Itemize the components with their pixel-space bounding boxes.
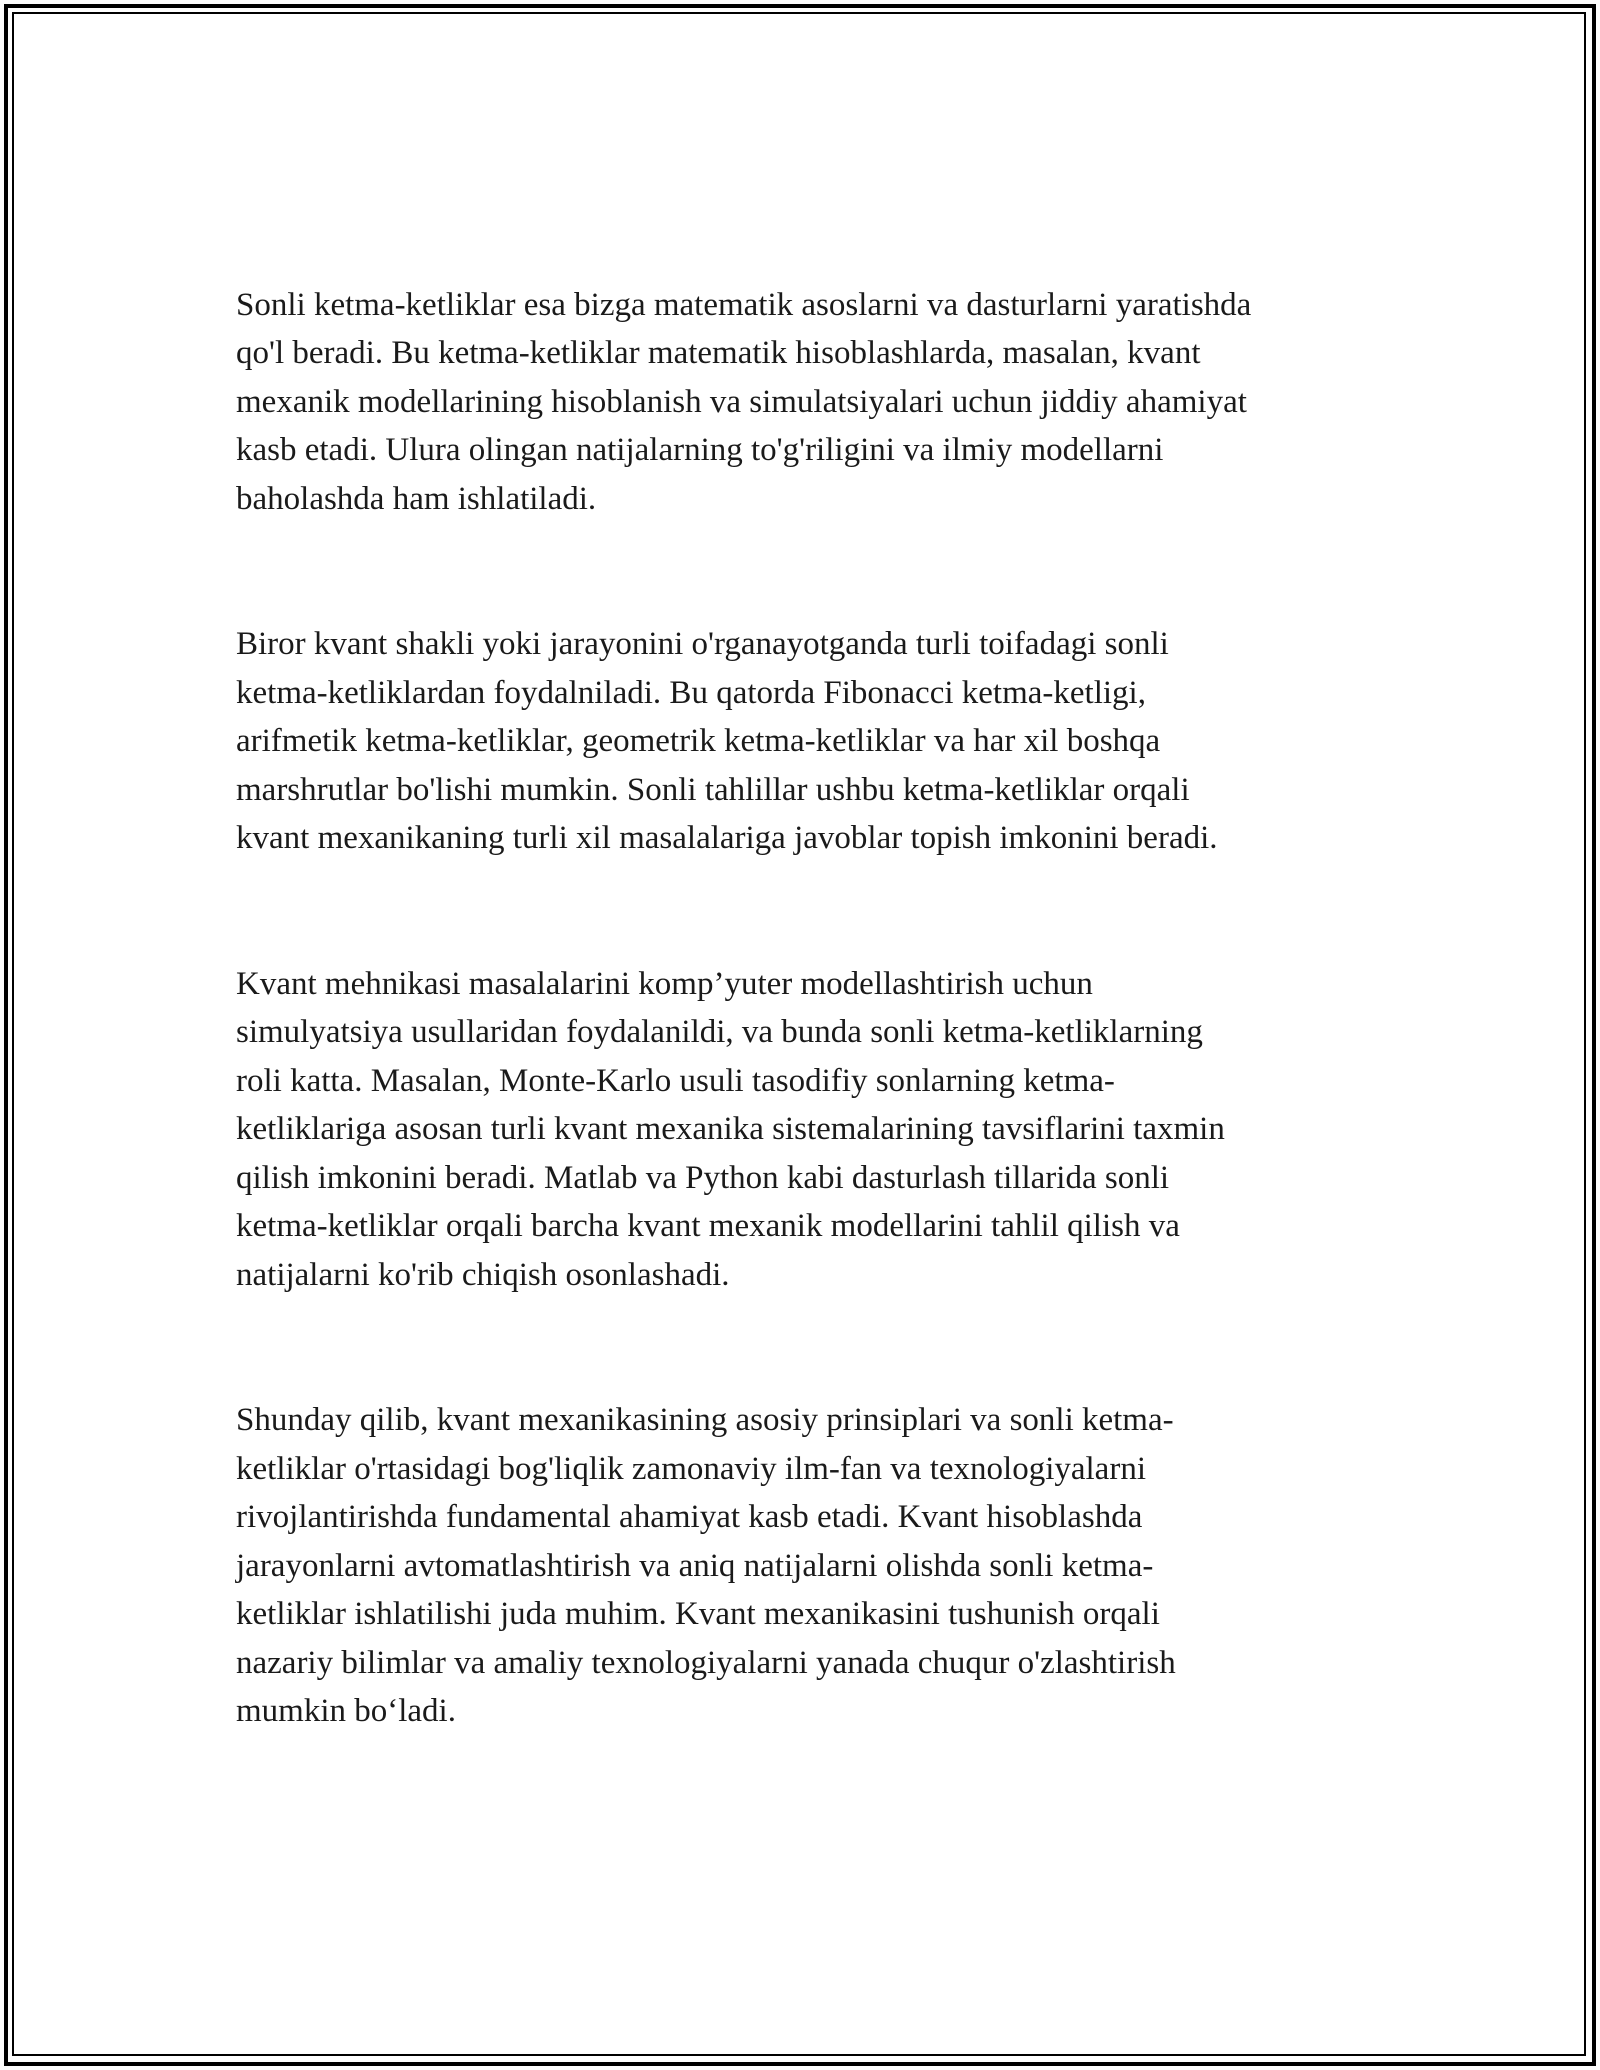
paragraph-3: Kvant mehnikasi masalalarini komp’yuter modellashtirish uchun simulyatsiya usullaridan foydalanildi, va bunda sonli ketma-ketliklarning roli katta. Masalan, Monte-Karlo usuli tasodifiy sonlarning ketma- ketliklariga asosan turli kvant mexanika sistemalarining tavsiflarini taxmin qilish imkonini beradi. Matlab va Python kabi dasturlash tillarida sonli ketma-ketliklar orqali barcha kvant mexanik modellarini tahlil qilish va natijalarni ko'rib chiqish osonlashadi. <box>236 965 1225 1293</box>
paragraph-4: Shunday qilib, kvant mexanikasining asosiy prinsiplari va sonli ketma- ketliklar o'rtasidagi bog'liqlik zamonaviy ilm-fan va texnologiyalarni rivojlantirishda fundamental ahamiyat kasb etadi. Kvant hisoblashda jarayonlarni avtomatlashtirish va aniq natijalarni olishda sonli ketma- ketliklar ishlatilishi juda muhim. Kvant mexanikasini tushunish orqali nazariy bilimlar va amaliy texnologiyalarni yanada chuqur o'zlashtirish mumkin bo‘ladi. <box>236 1402 1176 1729</box>
document-body <box>236 232 1386 1833</box>
paragraph-2: Biror kvant shakli yoki jarayonini o'rganayotganda turli toifadagi sonli ketma-ketliklardan foydalniladi. Bu qatorda Fibonacci ketma-ketligi, arifmetik ketma-ketliklar, geometrik ketma-ketliklar va har xil boshqa marshrutlar bo'lishi mumkin. Sonli tahlillar ushbu ketma-ketliklar orqali kvant mexanikaning turli xil masalalariga javoblar topish imkonini beradi. <box>236 626 1218 856</box>
paragraph-1: Sonli ketma-ketliklar esa bizga matematik asoslarni va dasturlarni yaratishda qo'l beradi. Bu ketma-ketliklar matematik hisoblashlarda, masalan, kvant mexanik modellarining hisoblanish va simulatsiyalari uchun jiddiy ahamiyat kasb etadi. Ulura olingan natijalarning to'g'riligini va ilmiy modellarni baholashda ham ishlatiladi. <box>236 286 1252 517</box>
